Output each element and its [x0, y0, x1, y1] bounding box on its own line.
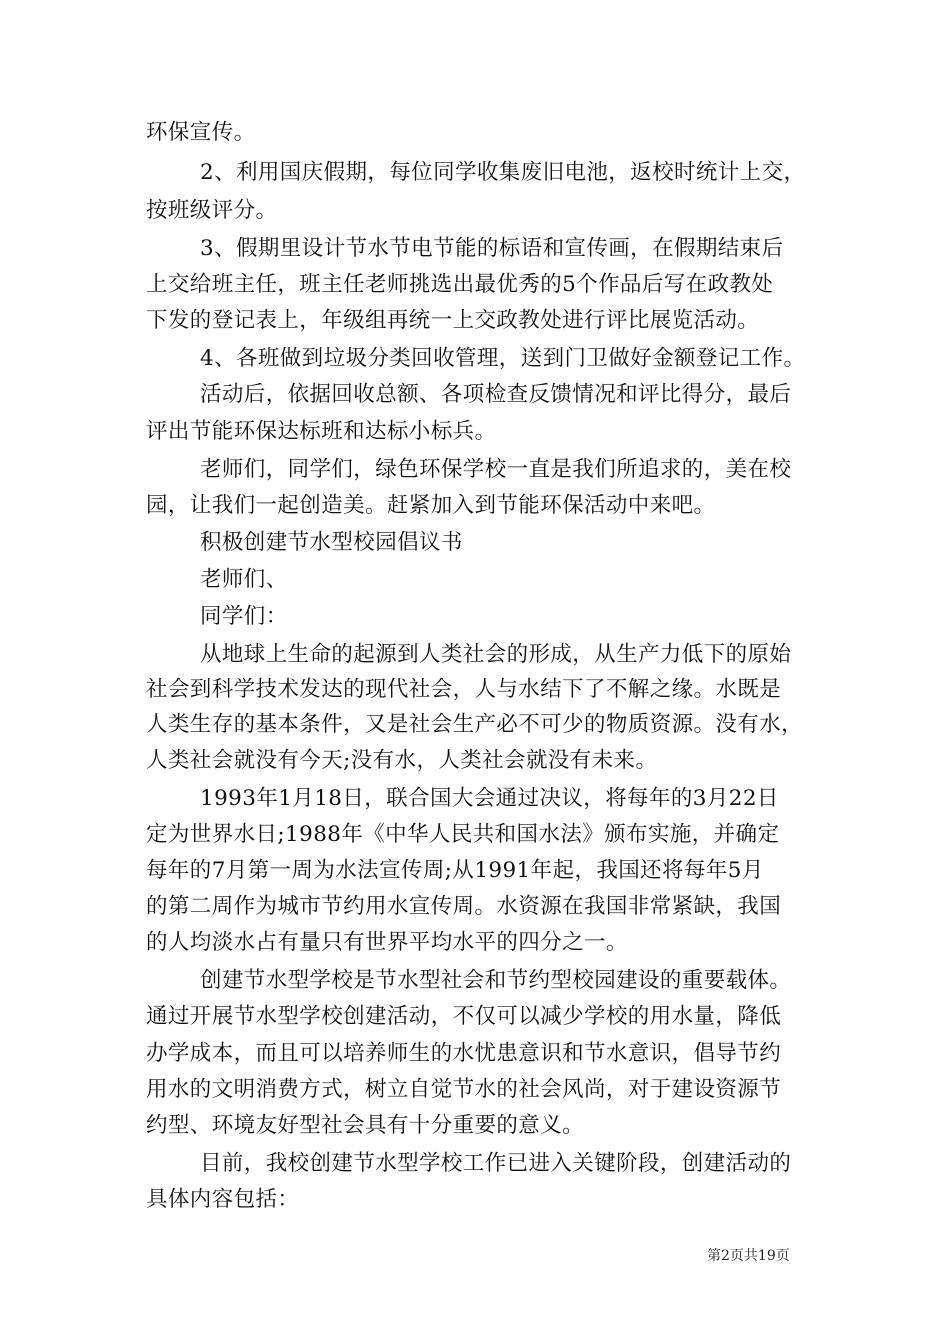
- text-line: 用水的文明消费方式，树立自觉节水的社会风尚，对于建设资源节: [146, 1077, 782, 1102]
- text-line: 人类生存的基本条件，又是社会生产必不可少的物质资源。没有水，: [146, 712, 804, 737]
- text-line: 环保宣传。: [146, 120, 256, 145]
- text-line: 的第二周作为城市节约用水宣传周。水资源在我国非常紧缺，我国: [146, 894, 782, 919]
- text-line: 2、利用国庆假期，每位同学收集废旧电池，返校时统计上交，: [200, 160, 806, 185]
- text-line: 老师们，同学们，绿色环保学校一直是我们所追求的，美在校: [200, 457, 792, 482]
- text-line: 目前，我校创建节水型学校工作已进入关键阶段，创建活动的: [200, 1151, 792, 1176]
- text-line: 具体内容包括：: [146, 1187, 300, 1212]
- salutation-line: 同学们：: [200, 604, 288, 629]
- text-line: 按班级评分。: [146, 198, 278, 223]
- text-line: 定为世界水日;1988年《中华人民共和国水法》颁布实施，并确定: [146, 822, 780, 847]
- text-line: 约型、环境友好型社会具有十分重要的意义。: [146, 1113, 585, 1138]
- document-title: 积极创建节水型校园倡议书: [200, 530, 463, 555]
- page-number: 第2页共19页: [707, 1248, 790, 1264]
- text-line: 社会到科学技术发达的现代社会，人与水结下了不解之缘。水既是: [146, 677, 782, 702]
- text-line: 创建节水型学校是节水型社会和节约型校园建设的重要载体。: [200, 968, 792, 993]
- text-line: 每年的7月第一周为水法宣传周;从1991年起，我国还将每年5月: [146, 858, 764, 883]
- text-line: 园，让我们一起创造美。赶紧加入到节能环保活动中来吧。: [146, 493, 716, 518]
- text-line: 从地球上生命的起源到人类社会的形成，从生产力低下的原始: [200, 642, 792, 667]
- salutation-line: 老师们、: [200, 567, 288, 592]
- text-line: 上交给班主任，班主任老师挑选出最优秀的5个作品后写在政教处: [146, 272, 774, 297]
- text-line: 1993年1月18日，联合国大会通过决议，将每年的3月22日: [200, 786, 779, 811]
- text-line: 通过开展节水型学校创建活动，不仅可以减少学校的用水量，降低: [146, 1004, 782, 1029]
- text-line: 评出节能环保达标班和达标小标兵。: [146, 419, 497, 444]
- text-line: 3、假期里设计节水节电节能的标语和宣传画，在假期结束后: [200, 236, 784, 261]
- text-line: 活动后，依据回收总额、各项检查反馈情况和评比得分，最后: [200, 382, 792, 407]
- text-line: 办学成本，而且可以培养师生的水忧患意识和节水意识，倡导节约: [146, 1041, 782, 1066]
- text-line: 人类社会就没有今天;没有水，人类社会就没有未来。: [146, 748, 658, 773]
- text-line: 的人均淡水占有量只有世界平均水平的四分之一。: [146, 930, 628, 955]
- text-line: 下发的登记表上，年级组再统一上交政教处进行评比展览活动。: [146, 308, 760, 333]
- text-line: 4、各班做到垃圾分类回收管理，送到门卫做好金额登记工作。: [200, 346, 806, 371]
